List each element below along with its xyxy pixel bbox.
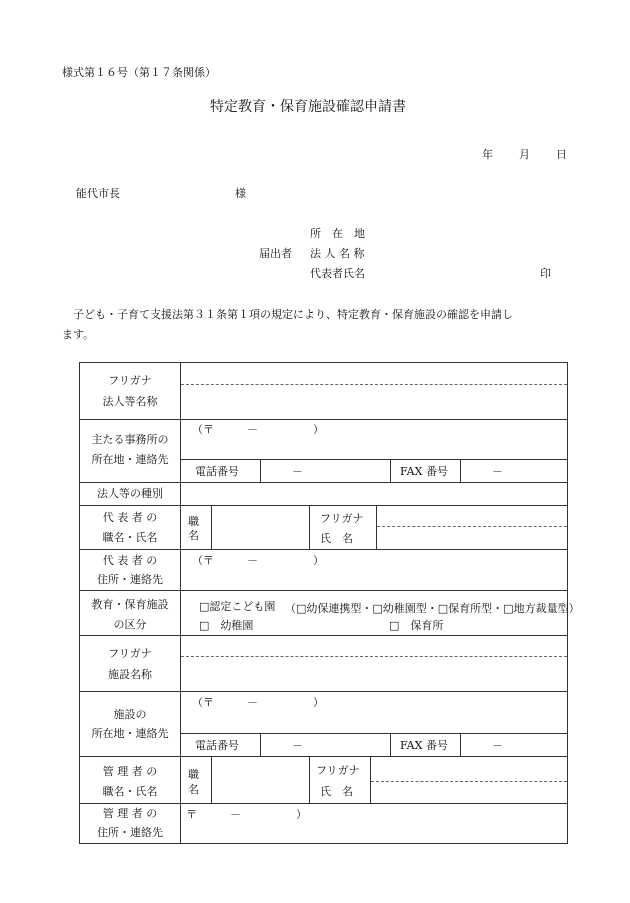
- date-year: 年: [482, 148, 493, 161]
- office-postal[interactable]: （〒 － ）: [192, 423, 324, 436]
- corp-type-field[interactable]: [183, 485, 566, 503]
- facility-fax-label: FAX 番号: [400, 739, 448, 752]
- rep-addr-label-line2: 住所・連絡先: [97, 573, 163, 586]
- category-kindergarten-checkbox[interactable]: □ 幼稚園: [199, 619, 254, 632]
- mgr-title-label-shoku: 職: [188, 768, 199, 781]
- mgr-name-field[interactable]: [372, 783, 566, 801]
- form-number: 様式第１６号（第１７条関係）: [62, 66, 216, 79]
- corp-name-field[interactable]: [183, 387, 566, 417]
- rep-title-field[interactable]: [213, 507, 307, 547]
- facility-name-label: 施設名称: [108, 668, 152, 681]
- office-label-line1: 主たる事務所の: [91, 433, 169, 446]
- category-nintei-types[interactable]: （□幼保連携型・□幼稚園型・□保育所型・□地方裁量型）: [285, 602, 580, 615]
- category-nintei-checkbox[interactable]: □認定こども園: [199, 600, 276, 613]
- body-text-line2: ます。: [62, 328, 95, 341]
- addressee: 能代市長: [76, 187, 120, 200]
- furigana-label: フリガナ: [108, 374, 152, 387]
- facility-phone-dash[interactable]: －: [292, 739, 303, 752]
- corp-type-label: 法人等の種別: [97, 487, 163, 500]
- application-table: [79, 362, 580, 844]
- mgr-label-line1: 管 理 者 の: [102, 765, 158, 778]
- office-label-line2: 所在地・連絡先: [91, 453, 169, 466]
- rep-label-line1: 代 表 者 の: [102, 511, 158, 524]
- rep-addr-postal[interactable]: （〒 － ）: [192, 554, 324, 567]
- applicant-corp-name-label: 法 人 名 称: [310, 247, 365, 260]
- category-nursery-checkbox[interactable]: □ 保育所: [389, 619, 444, 632]
- rep-title-label-mei: 名: [188, 529, 199, 542]
- office-phone-label: 電話番号: [195, 465, 239, 478]
- date-day: 日: [556, 148, 567, 161]
- facility-fax-dash[interactable]: －: [492, 739, 503, 752]
- office-phone-dash[interactable]: －: [292, 465, 303, 478]
- body-text-line1: 子ども・子育て支援法第３１条第１項の規定により、特定教育・保育施設の確認を申請し: [62, 308, 513, 321]
- rep-name-field[interactable]: [378, 528, 566, 547]
- corp-furigana-field[interactable]: [183, 366, 566, 382]
- corp-name-label: 法人等名称: [102, 395, 158, 408]
- mgr-addr-label-line2: 住所・連絡先: [97, 826, 163, 839]
- facility-name-field[interactable]: [183, 659, 566, 689]
- applicant-role-label: 届出者: [259, 247, 292, 260]
- applicant-rep-name-label: 代表者氏名: [310, 267, 365, 280]
- mgr-title-label-mei: 名: [188, 783, 199, 796]
- office-fax-label: FAX 番号: [400, 465, 448, 478]
- facility-furigana-label: フリガナ: [108, 647, 152, 660]
- rep-name-label: 氏 名: [320, 532, 353, 545]
- category-label-line1: 教育・保育施設: [91, 598, 169, 611]
- facility-phone-label: 電話番号: [195, 739, 239, 752]
- rep-addr-label-line1: 代 表 者 の: [102, 554, 158, 567]
- category-label-line2: の区分: [113, 618, 147, 631]
- rep-label-line2: 職名・氏名: [102, 531, 158, 544]
- facility-addr-label-line1: 施設の: [113, 708, 147, 721]
- mgr-furigana-label: フリガナ: [316, 764, 360, 777]
- date-month: 月: [519, 148, 530, 161]
- mgr-title-field[interactable]: [213, 758, 307, 801]
- seal-mark: 印: [540, 267, 551, 280]
- facility-postal[interactable]: （〒 － ）: [192, 696, 324, 709]
- honorific: 様: [235, 187, 246, 200]
- facility-addr-label-line2: 所在地・連絡先: [91, 727, 169, 740]
- facility-furigana-field[interactable]: [183, 637, 566, 654]
- mgr-name-label: 氏 名: [320, 785, 353, 798]
- document-title: 特定教育・保育施設確認申請書: [210, 99, 406, 115]
- rep-title-label-shoku: 職: [188, 515, 199, 528]
- mgr-addr-postal[interactable]: 〒 － ）: [186, 808, 307, 821]
- rep-furigana-label: フリガナ: [320, 512, 364, 525]
- mgr-label-line2: 職名・氏名: [102, 785, 158, 798]
- mgr-addr-label-line1: 管 理 者 の: [102, 807, 158, 820]
- applicant-location-label: 所 在 地: [310, 227, 365, 240]
- office-fax-dash[interactable]: －: [492, 465, 503, 478]
